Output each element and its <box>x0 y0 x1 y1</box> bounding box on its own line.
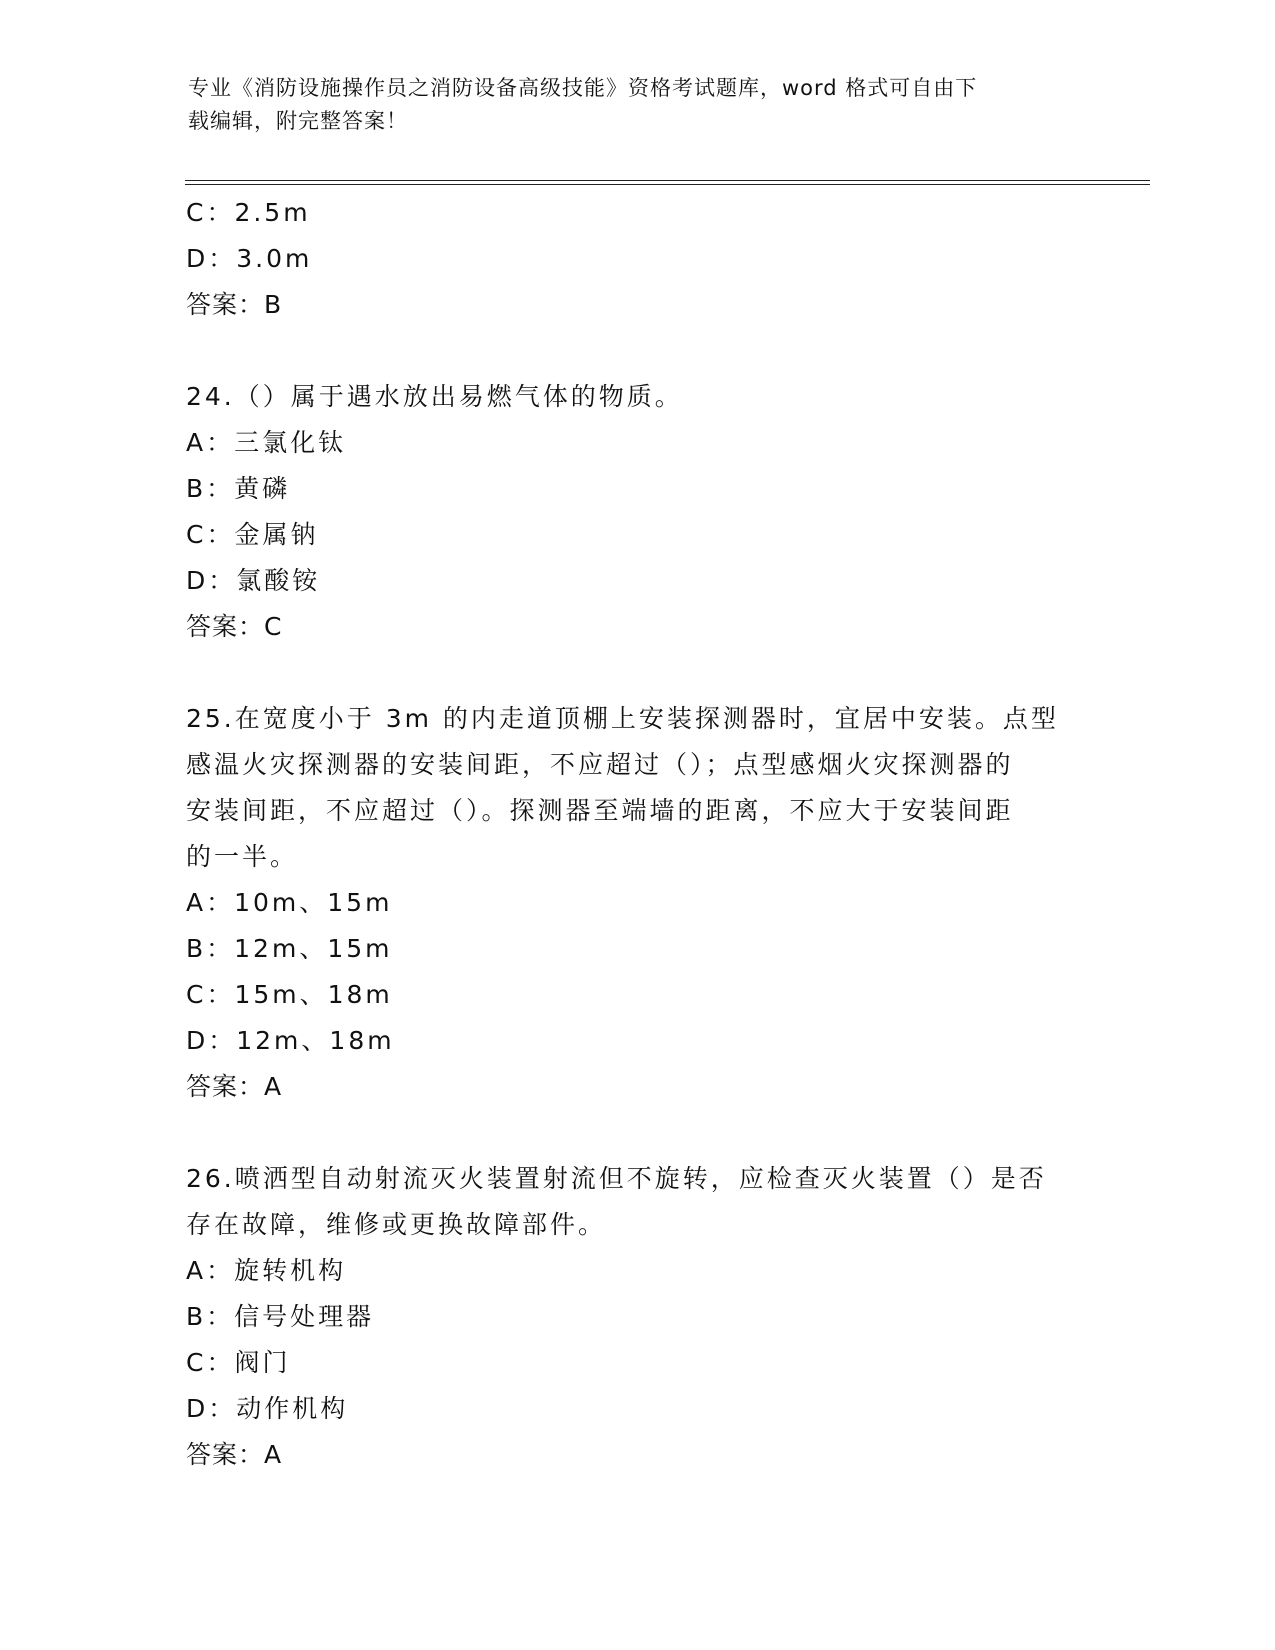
question-text-line-2: 存在故障，维修或更换故障部件。 <box>186 1210 607 1239</box>
option-b: B：信号处理器 <box>186 1302 375 1331</box>
document-header <box>188 72 1088 138</box>
answer-line: 答案：A <box>186 1440 283 1469</box>
question-text-line-2: 感温火灾探测器的安装间距，不应超过（）；点型感烟火灾探测器的 <box>186 750 1014 779</box>
spacer <box>186 1110 1086 1156</box>
question-text-line-1: 26.喷洒型自动射流灭火装置射流但不旋转，应检查灭火装置（）是否 <box>186 1164 1047 1193</box>
question-text-line-4: 的一半。 <box>186 842 299 871</box>
option-a: A：三氯化钛 <box>186 428 347 457</box>
option-d: D：氯酸铵 <box>186 566 321 595</box>
question-text: 24.（）属于遇水放出易燃气体的物质。 <box>186 382 683 411</box>
option-c: C：2.5m <box>186 198 311 227</box>
question-26 <box>186 1156 1086 1478</box>
spacer <box>186 650 1086 696</box>
spacer <box>186 328 1086 374</box>
question-text-line-3: 安装间距，不应超过（）。探测器至端墙的距离，不应大于安装间距 <box>186 796 1014 825</box>
option-a: A：旋转机构 <box>186 1256 347 1285</box>
header-line-1: 专业《消防设施操作员之消防设备高级技能》资格考试题库，word 格式可自由下 <box>188 76 978 100</box>
question-text-line-1: 25.在宽度小于 3m 的内走道顶棚上安装探测器时，宜居中安装。点型 <box>186 704 1059 733</box>
answer-line: 答案：A <box>186 1072 283 1101</box>
question-list <box>186 190 1086 1478</box>
question-23-continuation <box>186 190 1086 328</box>
option-d: D：12m、18m <box>186 1026 395 1055</box>
option-c: C：金属钠 <box>186 520 319 549</box>
question-24 <box>186 374 1086 650</box>
answer-line: 答案：C <box>186 612 283 641</box>
option-d: D：动作机构 <box>186 1394 349 1423</box>
question-25 <box>186 696 1086 1110</box>
answer-line: 答案：B <box>186 290 283 319</box>
option-b: B：黄磷 <box>186 474 291 503</box>
header-divider-top <box>185 180 1150 181</box>
option-a: A：10m、15m <box>186 888 393 917</box>
option-c: C：15m、18m <box>186 980 393 1009</box>
option-c: C：阀门 <box>186 1348 291 1377</box>
header-line-2: 载编辑，附完整答案！ <box>188 109 408 133</box>
header-divider-bottom <box>185 184 1150 185</box>
option-b: B：12m、15m <box>186 934 393 963</box>
option-d: D：3.0m <box>186 244 313 273</box>
